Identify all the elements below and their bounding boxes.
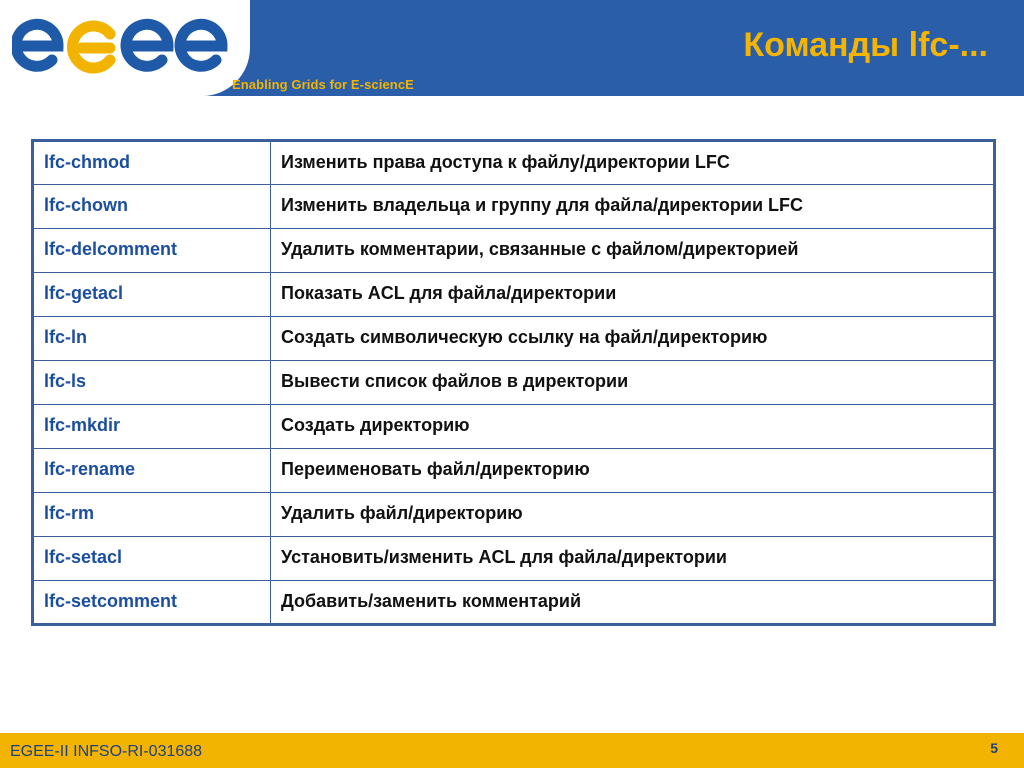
commands-table (31, 139, 996, 626)
commands-table-body (33, 141, 995, 625)
command-name-cell: lfc-setcomment (33, 581, 271, 625)
page-number: 5 (990, 740, 998, 756)
table-row (33, 493, 995, 537)
command-description-cell: Переименовать файл/директорию (271, 449, 995, 493)
command-name-cell: lfc-chmod (33, 141, 271, 185)
command-description-cell: Удалить комментарии, связанные с файлом/директорией (271, 229, 995, 273)
tagline: Enabling Grids for E-sciencE (232, 77, 414, 92)
table-row (33, 273, 995, 317)
table-row (33, 317, 995, 361)
table-row (33, 361, 995, 405)
table-row (33, 537, 995, 581)
footer-project-id: EGEE-II INFSO-RI-031688 (10, 743, 203, 760)
table-row (33, 185, 995, 229)
slide-header (0, 0, 1024, 96)
command-name-cell: lfc-setacl (33, 537, 271, 581)
command-description-cell: Изменить права доступа к файлу/директории LFC (271, 141, 995, 185)
command-name-cell: lfc-rename (33, 449, 271, 493)
table-row (33, 141, 995, 185)
command-name-cell: lfc-ls (33, 361, 271, 405)
command-name-cell: lfc-mkdir (33, 405, 271, 449)
table-row (33, 449, 995, 493)
logo-panel (0, 0, 250, 96)
table-row (33, 405, 995, 449)
command-description-cell: Создать символическую ссылку на файл/директорию (271, 317, 995, 361)
command-name-cell: lfc-rm (33, 493, 271, 537)
slide-footer (0, 733, 1024, 768)
egee-logo (12, 10, 242, 76)
command-description-cell: Удалить файл/директорию (271, 493, 995, 537)
command-description-cell: Добавить/заменить комментарий (271, 581, 995, 625)
command-name-cell: lfc-delcomment (33, 229, 271, 273)
command-name-cell: lfc-ln (33, 317, 271, 361)
slide-title: Команды lfc-... (743, 26, 988, 64)
command-description-cell: Изменить владельца и группу для файла/директории LFC (271, 185, 995, 229)
command-description-cell: Вывести список файлов в директории (271, 361, 995, 405)
table-row (33, 581, 995, 625)
command-description-cell: Создать директорию (271, 405, 995, 449)
command-description-cell: Установить/изменить ACL для файла/директории (271, 537, 995, 581)
command-description-cell: Показать ACL для файла/директории (271, 273, 995, 317)
command-name-cell: lfc-getacl (33, 273, 271, 317)
command-name-cell: lfc-chown (33, 185, 271, 229)
table-row (33, 229, 995, 273)
